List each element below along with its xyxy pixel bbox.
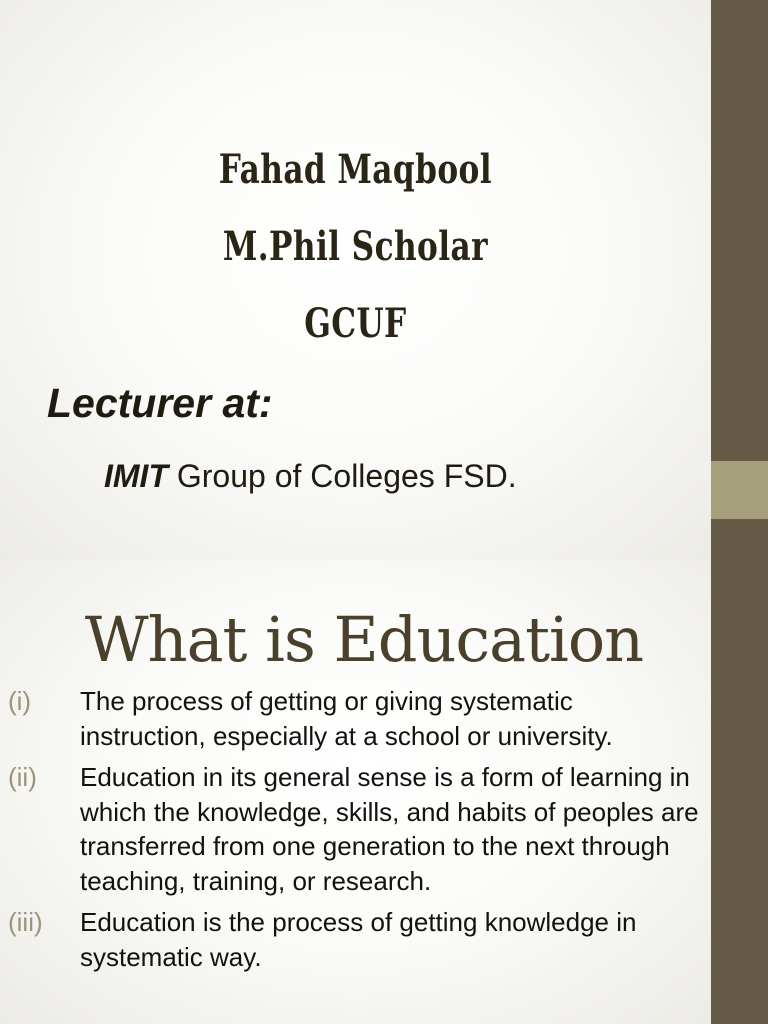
author-role: M.Phil Scholar — [222, 223, 488, 270]
author-affiliation: GCUF — [304, 300, 407, 347]
author-name: Fahad Maqbool — [218, 146, 492, 193]
bullet-marker: (i) — [8, 686, 32, 716]
bullet-item — [0, 760, 711, 898]
bullet-item — [0, 905, 711, 974]
slide-title: What is Education — [84, 603, 644, 676]
content-slide — [0, 560, 711, 1024]
bullet-item — [0, 684, 711, 753]
bullet-text: Education in its general sense is a form of learning in which the knowledge, skills, and habits of peoples are transferred from one generation to the next through teaching, training, or research. — [80, 762, 699, 896]
sidebar-accent-block — [711, 461, 768, 519]
bullet-list — [0, 684, 711, 981]
bullet-text: Education is the process of getting knowledge in systematic way. — [80, 907, 637, 972]
institution-name: Group of Colleges FSD. — [167, 458, 517, 494]
institution-abbr: IMIT — [104, 458, 168, 494]
institution — [104, 458, 517, 495]
lecturer-label: Lecturer at: — [47, 380, 273, 426]
bullet-text: The process of getting or giving systematic instruction, especially at a school or university. — [80, 686, 613, 751]
bullet-marker: (ii) — [8, 762, 37, 792]
bullet-marker: (iii) — [8, 907, 43, 937]
